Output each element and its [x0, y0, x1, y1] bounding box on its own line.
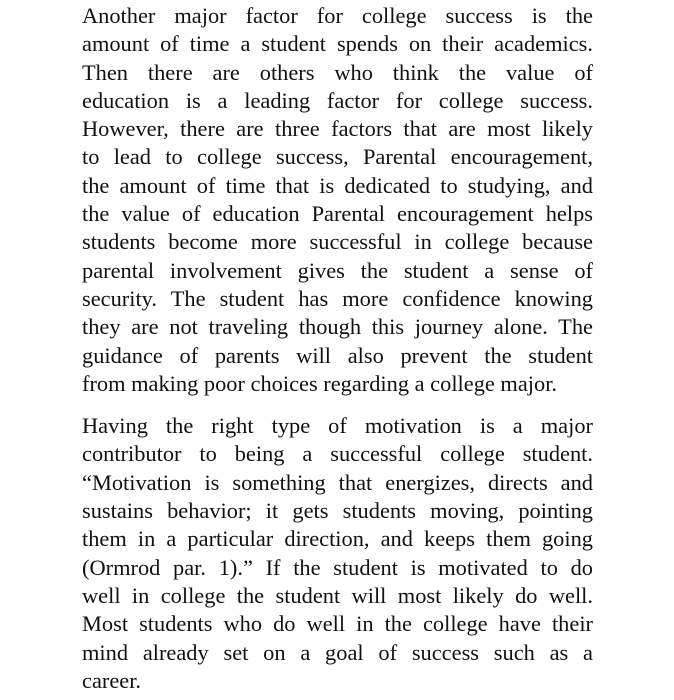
- paragraph-gap: [82, 398, 593, 412]
- text-line: Another major factor for college success is the: [82, 3, 593, 28]
- text-line: However, there are three factors that are most likely: [82, 116, 593, 142]
- text-line: education is a leading factor for college success.: [82, 87, 593, 113]
- paragraph-1: [82, 2, 593, 398]
- text-line: Having the right type of motivation is a major: [82, 413, 593, 439]
- text-line: the value of education Parental encouragement helps: [82, 201, 593, 227]
- text-line: sustains behavior; it gets students moving, pointing: [82, 498, 593, 524]
- text-line: the amount of time that is dedicated to studying, and: [82, 172, 593, 198]
- text-line: security. The student has more confidence knowing: [82, 285, 593, 311]
- text-line: contributor to being a successful college student.: [82, 441, 593, 467]
- text-line: Most students who do well in the college have their: [82, 611, 593, 637]
- text-line: (Ormrod par. 1).” If the student is motivated to do: [82, 554, 593, 580]
- text-line: “Motivation is something that energizes, directs and: [82, 469, 593, 495]
- text-line: amount of time a student spends on their academics.: [82, 31, 593, 57]
- text-line: from making poor choices regarding a college major.: [82, 370, 558, 396]
- text-line: students become more successful in college because: [82, 229, 593, 255]
- text-line: Then there are others who think the value of: [82, 59, 593, 85]
- text-line: they are not traveling though this journey alone. The: [82, 314, 593, 340]
- document-page: [82, 2, 593, 695]
- text-line: them in a particular direction, and keeps them going: [82, 526, 593, 552]
- text-line: mind already set on a goal of success such as a: [82, 639, 593, 665]
- text-line: career.: [82, 667, 142, 693]
- text-line: to lead to college success, Parental encouragement,: [82, 144, 593, 170]
- paragraph-2: [82, 412, 593, 695]
- text-line: well in college the student will most likely do well.: [82, 582, 593, 608]
- text-line: parental involvement gives the student a sense of: [82, 257, 593, 283]
- text-line: guidance of parents will also prevent the student: [82, 342, 593, 368]
